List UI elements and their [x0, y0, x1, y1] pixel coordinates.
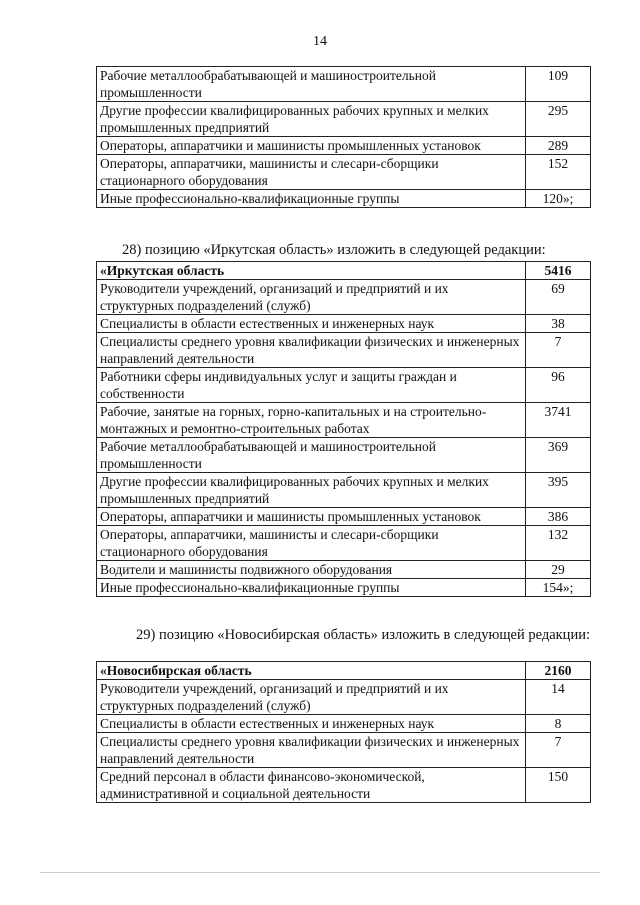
table-row: [97, 403, 591, 438]
paragraph-28: 28) позицию «Иркутская область» изложить в следующей редакции:: [122, 242, 546, 258]
row-label: Рабочие, занятые на горных, горно-капитальных и на строительно-монтажных и ремонтно-строительных работах: [97, 403, 526, 438]
row-value: 29: [526, 561, 591, 579]
region-name: «Новосибирская область: [97, 662, 526, 680]
row-value: 386: [526, 508, 591, 526]
scan-edge-line: [40, 872, 600, 873]
row-value: 289: [526, 137, 591, 155]
row-value: 295: [526, 102, 591, 137]
table-row: [97, 280, 591, 315]
occupations-table-continued: [96, 66, 591, 208]
row-label: Иные профессионально-квалификационные группы: [97, 579, 526, 597]
row-label: Средний персонал в области финансово-экономической, административной и социальной деятельности: [97, 768, 526, 803]
row-value: 69: [526, 280, 591, 315]
region-total: 2160: [526, 662, 591, 680]
row-label: Работники сферы индивидуальных услуг и защиты граждан и собственности: [97, 368, 526, 403]
region-total: 5416: [526, 262, 591, 280]
row-value: 132: [526, 526, 591, 561]
row-label: Руководители учреждений, организаций и предприятий и их структурных подразделений (служб): [97, 680, 526, 715]
table-row: [97, 190, 591, 208]
row-value: 7: [526, 333, 591, 368]
table-row: [97, 508, 591, 526]
table-header-row: [97, 262, 591, 280]
table-row: [97, 473, 591, 508]
table-row: [97, 438, 591, 473]
row-value: 38: [526, 315, 591, 333]
row-label: Специалисты среднего уровня квалификации физических и инженерных направлений деятельности: [97, 333, 526, 368]
table-header-row: [97, 662, 591, 680]
row-value: 14: [526, 680, 591, 715]
novosibirsk-region-table: [96, 661, 591, 803]
row-label: Руководители учреждений, организаций и предприятий и их структурных подразделений (служб): [97, 280, 526, 315]
table-row: [97, 680, 591, 715]
table-row: [97, 715, 591, 733]
table-row: [97, 137, 591, 155]
row-value: 154»;: [526, 579, 591, 597]
table-row: [97, 768, 591, 803]
row-label: Специалисты среднего уровня квалификации физических и инженерных направлений деятельности: [97, 733, 526, 768]
row-value: 96: [526, 368, 591, 403]
row-value: 3741: [526, 403, 591, 438]
row-value: 120»;: [526, 190, 591, 208]
table-row: [97, 526, 591, 561]
paragraph-29: 29) позицию «Новосибирская область» изложить в следующей редакции:: [136, 627, 590, 643]
table-row: [97, 333, 591, 368]
row-label: Рабочие металлообрабатывающей и машиностроительной промышленности: [97, 67, 526, 102]
table-row: [97, 733, 591, 768]
row-label: Другие профессии квалифицированных рабочих крупных и мелких промышленных предприятий: [97, 473, 526, 508]
row-label: Операторы, аппаратчики и машинисты промышленных установок: [97, 508, 526, 526]
table-row: [97, 561, 591, 579]
table-row: [97, 67, 591, 102]
row-value: 150: [526, 768, 591, 803]
irkutsk-region-table: [96, 261, 591, 597]
row-label: Водители и машинисты подвижного оборудования: [97, 561, 526, 579]
row-value: 395: [526, 473, 591, 508]
row-label: Специалисты в области естественных и инженерных наук: [97, 715, 526, 733]
row-value: 8: [526, 715, 591, 733]
table-row: [97, 368, 591, 403]
row-label: Операторы, аппаратчики, машинисты и слесари-сборщики стационарного оборудования: [97, 526, 526, 561]
row-label: Операторы, аппаратчики, машинисты и слесари-сборщики стационарного оборудования: [97, 155, 526, 190]
row-label: Другие профессии квалифицированных рабочих крупных и мелких промышленных предприятий: [97, 102, 526, 137]
table-row: [97, 315, 591, 333]
row-label: Операторы, аппаратчики и машинисты промышленных установок: [97, 137, 526, 155]
table-row: [97, 102, 591, 137]
table-row: [97, 579, 591, 597]
page-number: 14: [313, 34, 327, 49]
row-value: 152: [526, 155, 591, 190]
row-value: 369: [526, 438, 591, 473]
row-label: Специалисты в области естественных и инженерных наук: [97, 315, 526, 333]
table-row: [97, 155, 591, 190]
row-label: Рабочие металлообрабатывающей и машиностроительной промышленности: [97, 438, 526, 473]
row-value: 109: [526, 67, 591, 102]
row-value: 7: [526, 733, 591, 768]
region-name: «Иркутская область: [97, 262, 526, 280]
row-label: Иные профессионально-квалификационные группы: [97, 190, 526, 208]
